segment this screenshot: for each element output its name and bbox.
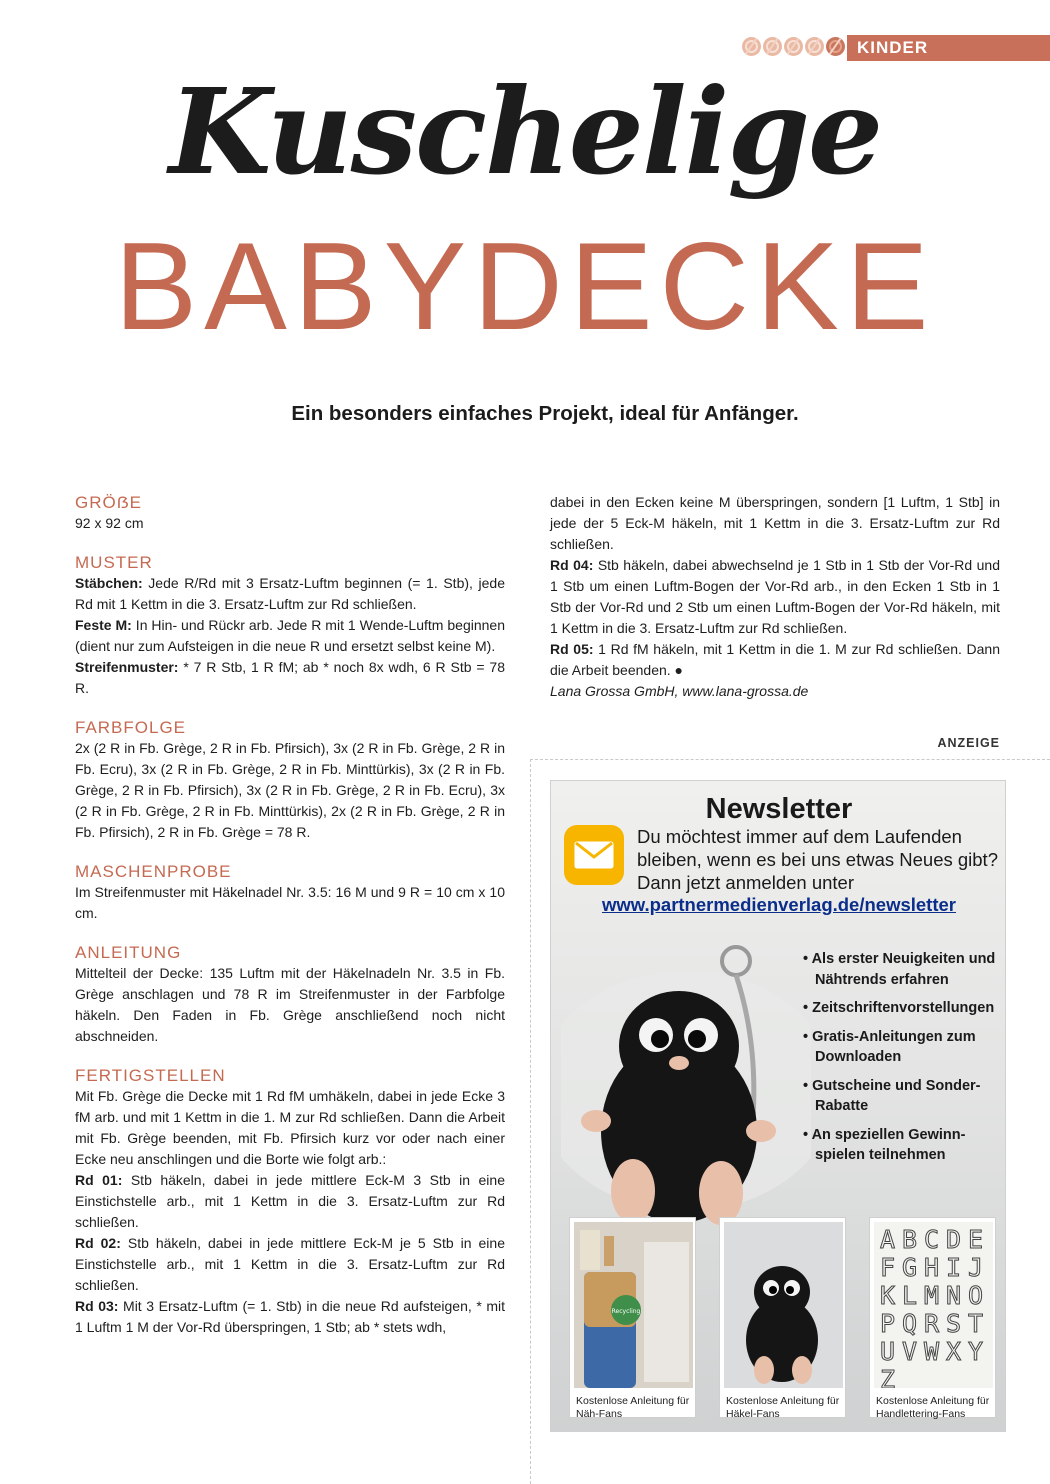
thumbnail-caption: Kostenlose Anleitung für Häkel-Fans bbox=[726, 1395, 840, 1420]
lettering-glyph: M bbox=[924, 1281, 940, 1310]
lettering-glyph: D bbox=[946, 1225, 962, 1254]
lettering-glyph: L bbox=[902, 1281, 918, 1310]
ad-text: Du möchtest immer auf dem Laufenden bleiben, wenn es bei uns etwas Neues gibt? Dann jetzt anmelden unter bbox=[637, 826, 998, 893]
lettering-glyph: U bbox=[880, 1337, 896, 1366]
lettering-glyph: B bbox=[902, 1225, 918, 1254]
groesse-text: 92 x 92 cm bbox=[75, 515, 144, 531]
lettering-glyph: A bbox=[880, 1225, 896, 1254]
lettering-glyph: O bbox=[968, 1281, 984, 1310]
muster-item: Stäbchen: Jede R/Rd mit 3 Ersatz-Luftm beginnen (= 1. Stb), jede Rd mit 1 Kettm in die 3. Ersatz-Luftm zur Rd schließen. bbox=[75, 575, 505, 612]
benefit-item: • An speziellen Gewinn-spielen teilnehmen bbox=[803, 1125, 1003, 1166]
lettering-project-image bbox=[874, 1222, 993, 1388]
subtitle: Ein besonders einfaches Projekt, ideal für Anfänger. bbox=[291, 402, 799, 425]
divider bbox=[530, 759, 531, 1484]
lettering-glyph: S bbox=[946, 1309, 962, 1338]
thumbnail-caption: Kostenlose Anleitung für Handlettering-Fans bbox=[876, 1395, 990, 1420]
lettering-glyph: X bbox=[946, 1337, 962, 1366]
farbfolge-text: 2x (2 R in Fb. Grège, 2 R in Fb. Pfirsich), 3x (2 R in Fb. Grège, 2 R in Fb. Ecru), 3x (2 R in Fb. Grège, 2 R in Fb. Minttürkis), 3x (2 R in Fb. Grège, 2 R in Fb. Pfirsich), 3x (2 R in Fb. Grège, 2 R in Fb. Ecru), 3x (2 R in Fb. Grège, 2 R in Fb. Minttürkis), 2x (2 R in Fb. Grège, 2 R in Fb. Pfirsich), 2 R in Fb. Grège = 78 R. bbox=[75, 740, 505, 840]
lettering-glyph: F bbox=[880, 1253, 896, 1282]
crochet-mole-image bbox=[561, 931, 811, 1241]
lettering-glyph: Y bbox=[968, 1337, 984, 1366]
round-step-continued: dabei in den Ecken keine M überspringen, sondern [1 Luftm, 1 Stb] in jede der 5 Eck-M häkeln, mit 1 Kettm in die 3. Ersatz-Luftm zur Rd schließen. bbox=[550, 494, 1000, 552]
fertigstellen-intro: Mit Fb. Grège die Decke mit 1 Rd fM umhäkeln, dabei in jede Ecke 3 fM arb. und mit 1 Kettm in die 1. M zur Rd schließen. Dann die Arbeit mit Fb. Grège beenden, mit Fb. Pfirsich kurz vor oder nach einer Ecke neu anschlingen und die Borte wie folgt arb.: bbox=[75, 1088, 505, 1167]
benefit-item: • Gutscheine und Sonder-Rabatte bbox=[803, 1076, 1003, 1117]
left-column bbox=[75, 492, 505, 1338]
yarn-ball-icon bbox=[805, 37, 824, 56]
yarn-ball-icon bbox=[826, 37, 845, 56]
round-step: Rd 04: Stb häkeln, dabei abwechselnd je 1 Stb in 1 Stb der Vor-Rd und 1 Stb um einen Luftm-Bogen der Vor-Rd arb., in den Ecken 1 Stb in 1 Stb der Vor-Rd und 2 Stb um einen Luftm-Bogen der Vor-Rd häkeln, mit 1 Kettm in die 3. Ersatz-Luftm zur Rd schließen. bbox=[550, 557, 1000, 636]
thumbnail-caption: Kostenlose Anleitung für Näh-Fans bbox=[576, 1395, 690, 1420]
muster-item: Feste M: In Hin- und Rückr arb. Jede R mit 1 Wende-Luftm beginnen (dient nur zum Aufsteigen in die neue R und ersetzt selbst keine M). bbox=[75, 617, 506, 654]
right-column bbox=[550, 492, 1000, 702]
ad-label: ANZEIGE bbox=[937, 736, 1000, 750]
heading-farbfolge: FARBFOLGE bbox=[75, 718, 187, 737]
round-step: Rd 02: Stb häkeln, dabei in jede mittlere Eck-M je 5 Stb in eine Einstichstelle arb., mit 1 Kettm in die 3. Ersatz-Luftm zur Rd schließen. bbox=[75, 1235, 505, 1293]
benefit-item: • Zeitschriftenvorstellungen bbox=[803, 998, 1003, 1019]
divider bbox=[530, 759, 1050, 760]
benefit-item: • Gratis-Anleitungen zum Downloaden bbox=[803, 1027, 1003, 1068]
lettering-glyph: E bbox=[968, 1225, 984, 1254]
section-label: KINDER bbox=[847, 35, 1050, 61]
newsletter-ad[interactable] bbox=[550, 780, 1006, 1432]
round-step: Rd 05: 1 Rd fM häkeln, mit 1 Kettm in die 1. M zur Rd schließen. Dann die Arbeit beenden. ● bbox=[550, 641, 1000, 678]
yarn-ball-icon bbox=[763, 37, 782, 56]
thumbnail-lettering[interactable] bbox=[869, 1217, 996, 1418]
anleitung-text: Mittelteil der Decke: 135 Luftm mit der Häkelnadeln Nr. 3.5 in Fb. Grège anschlagen und 78 R im Streifenmuster in der Farbfolge häkeln. Den Faden in Fb. Grège anschließend noch nicht abschneiden. bbox=[75, 965, 505, 1044]
heading-fertigstellen: FERTIGSTELLEN bbox=[75, 1066, 226, 1085]
lettering-glyph: T bbox=[968, 1309, 984, 1338]
maschenprobe-text: Im Streifenmuster mit Häkelnadel Nr. 3.5: 16 M und 9 R = 10 cm x 10 cm. bbox=[75, 884, 505, 921]
lettering-glyph: J bbox=[968, 1253, 984, 1282]
mail-icon bbox=[564, 825, 624, 885]
thumbnail-sewing[interactable] bbox=[569, 1217, 696, 1418]
lettering-glyph: W bbox=[924, 1337, 940, 1366]
lettering-glyph: I bbox=[946, 1253, 962, 1282]
yarn-ball-icon bbox=[784, 37, 803, 56]
lettering-glyph: G bbox=[902, 1253, 918, 1282]
lettering-glyph: Z bbox=[880, 1365, 896, 1388]
title-script: Kuschelige bbox=[168, 62, 882, 201]
lettering-glyph: Q bbox=[902, 1309, 918, 1338]
round-step: Rd 03: Mit 3 Ersatz-Luftm (= 1. Stb) in die neue Rd aufsteigen, * mit 1 Luftm 1 M der Vor-Rd überspringen, 1 Stb; ab * stets wdh, bbox=[75, 1298, 505, 1335]
newsletter-link[interactable]: www.partnermedienverlag.de/newsletter bbox=[601, 894, 956, 915]
benefits-list bbox=[803, 949, 1003, 1174]
lettering-glyph: H bbox=[924, 1253, 940, 1282]
ad-title: Newsletter bbox=[705, 793, 853, 825]
heading-groesse: GRÖẞE bbox=[75, 493, 143, 512]
svg-text:Recycling: Recycling bbox=[611, 1308, 641, 1315]
title-main: BABYDECKE bbox=[114, 218, 936, 356]
lettering-glyph: K bbox=[880, 1281, 896, 1310]
thumbnail-row bbox=[569, 1217, 996, 1418]
heading-maschenprobe: MASCHENPROBE bbox=[75, 862, 232, 881]
lettering-glyph: P bbox=[880, 1309, 896, 1338]
yarn-ball-icons bbox=[742, 37, 845, 56]
heading-anleitung: ANLEITUNG bbox=[75, 943, 182, 962]
lettering-glyph: C bbox=[924, 1225, 940, 1254]
thumbnail-crochet[interactable] bbox=[719, 1217, 846, 1418]
crochet-project-image bbox=[724, 1222, 843, 1388]
round-step: Rd 01: Stb häkeln, dabei in jede mittlere Eck-M 3 Stb in eine Einstichstelle arb., mit 1 Kettm in die 3. Ersatz-Luftm zur Rd schließen. bbox=[75, 1172, 505, 1230]
sewing-project-image bbox=[574, 1222, 693, 1388]
lettering-glyph: R bbox=[924, 1309, 940, 1338]
heading-muster: MUSTER bbox=[75, 553, 153, 572]
yarn-ball-icon bbox=[742, 37, 761, 56]
benefit-item: • Als erster Neuigkeiten und Nähtrends erfahren bbox=[803, 949, 1003, 990]
lettering-glyph: N bbox=[946, 1281, 962, 1310]
muster-item: Streifenmuster: * 7 R Stb, 1 R fM; ab * noch 8x wdh, 6 R Stb = 78 R. bbox=[75, 659, 505, 696]
credit-line: Lana Grossa GmbH, www.lana-grossa.de bbox=[550, 683, 809, 699]
lettering-glyph: V bbox=[902, 1337, 918, 1366]
